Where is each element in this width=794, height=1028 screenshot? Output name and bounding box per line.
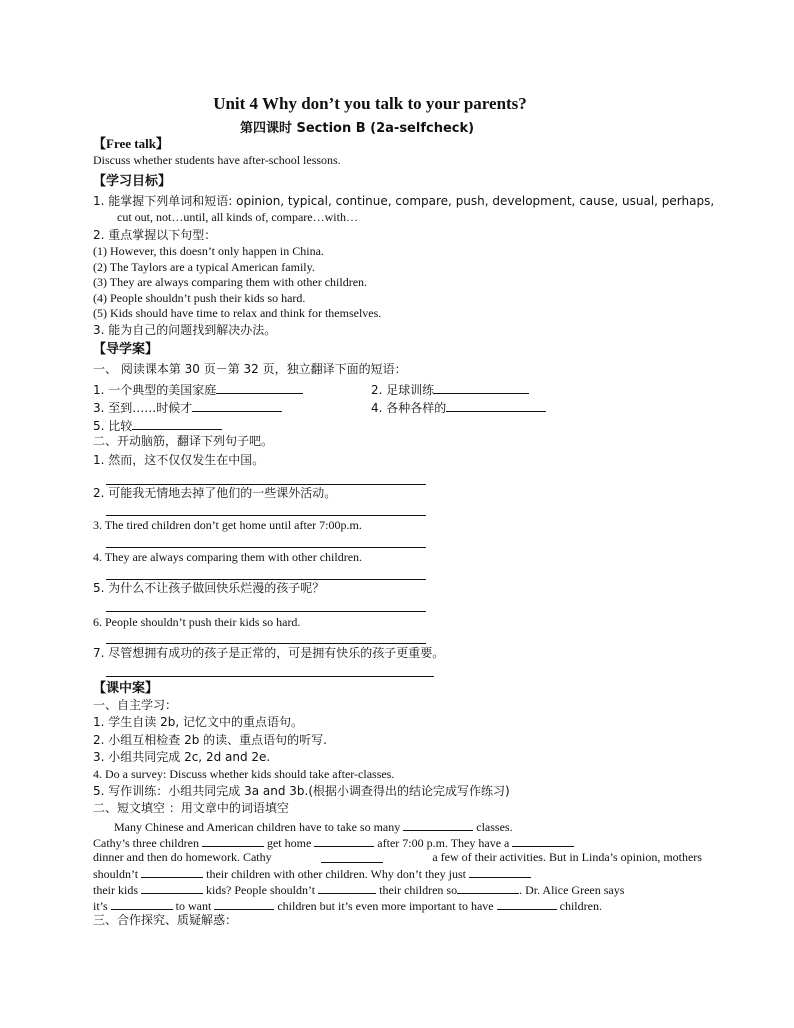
- fill-blank-4[interactable]: [512, 834, 574, 847]
- fill-blank-12[interactable]: [214, 897, 274, 910]
- question-5: 5. 为什么不让孩子做回快乐烂漫的孩子呢？: [93, 581, 325, 595]
- sentence-2: (2) The Taylors are a typical American family.: [93, 260, 315, 274]
- fill-line-5: their kids kids? People shouldn’t their children so . Dr. Alice Green says: [93, 883, 625, 897]
- phrase-1: 1. 一个典型的美国家庭: [93, 381, 303, 398]
- fill-blank-8[interactable]: [141, 881, 203, 894]
- class-item-2: 2. 小组互相检查 2b 的读、重点语句的听写.: [93, 733, 327, 747]
- goals-heading: 【学习目标】: [93, 174, 172, 189]
- question-7: 7. 尽管想拥有成功的孩子是正常的，可是拥有快乐的孩子更重要。: [93, 646, 445, 660]
- free-talk-heading: 【Free talk】: [93, 136, 169, 151]
- guide-part-2: 二、开动脑筋，翻译下列句子吧。: [93, 434, 274, 448]
- guide-intro: 一、 阅读课本第 30 页－第 32 页，独立翻译下面的短语：: [93, 362, 407, 376]
- fill-blank-10[interactable]: [457, 881, 519, 894]
- answer-line-3[interactable]: [106, 547, 426, 548]
- phrase-2: 2. 足球训练: [371, 381, 529, 398]
- fill-line-2: Cathy’s three children get home after 7:00 p.m. They have a: [93, 834, 574, 851]
- class-heading: 【课中案】: [93, 681, 159, 696]
- fill-line-1: Many Chinese and American children have to take so many classes.: [114, 820, 513, 834]
- answer-line-6[interactable]: [106, 643, 426, 644]
- class-item-5: 5. 写作训练：小组共同完成 3a and 3b.(根据小调查得出的结论完成写作练习): [93, 784, 510, 798]
- fill-blank-6[interactable]: [141, 865, 203, 878]
- answer-line-1[interactable]: [106, 484, 426, 485]
- fill-blank-11[interactable]: [111, 897, 173, 910]
- phrase-5: 5. 比较: [93, 417, 222, 434]
- goal-1-line-1: 1. 能掌握下列单词和短语: opinion, typical, continue, compare, push, development, cause, usual, perhaps,: [93, 194, 715, 208]
- phrase-1-blank[interactable]: [216, 381, 303, 394]
- fill-blank-9[interactable]: [318, 881, 376, 894]
- goal-1-line-2: cut out, not…until, all kinds of, compare…with…: [117, 210, 358, 224]
- page-subtitle: 第四课时 Section B (2a-selfcheck): [239, 121, 475, 136]
- answer-line-2[interactable]: [106, 515, 426, 516]
- fill-line-4: shouldn’t their children with other children. Why don’t they just: [93, 865, 531, 882]
- fill-blank-13[interactable]: [497, 897, 557, 910]
- fill-line-6: it’s to want children but it’s even more important to have children.: [93, 899, 602, 913]
- fill-blank-1[interactable]: [403, 818, 473, 831]
- class-item-3: 3. 小组共同完成 2c, 2d and 2e.: [93, 750, 271, 764]
- goal-2: 2. 重点掌握以下句型：: [93, 228, 217, 242]
- guide-heading: 【导学案】: [93, 342, 159, 357]
- free-talk-text: Discuss whether students have after-school lessons.: [93, 153, 341, 167]
- question-6: 6. People shouldn’t push their kids so hard.: [93, 615, 301, 629]
- sentence-1: (1) However, this doesn’t only happen in China.: [93, 244, 324, 258]
- answer-line-7[interactable]: [106, 676, 434, 677]
- fill-blank-2[interactable]: [202, 834, 264, 847]
- fill-blank-7[interactable]: [469, 865, 531, 878]
- fill-blank-5[interactable]: [321, 850, 383, 863]
- phrase-4: 4. 各种各样的: [371, 399, 546, 416]
- class-item-4: 4. Do a survey: Discuss whether kids should take after-classes.: [93, 767, 395, 781]
- phrase-3-blank[interactable]: [192, 399, 282, 412]
- fill-line-3: dinner and then do homework. Cathy a few of their activities. But in Linda’s opinion, mothers: [93, 850, 702, 864]
- phrase-2-blank[interactable]: [434, 381, 529, 394]
- fill-blank-3[interactable]: [314, 834, 374, 847]
- class-part-2: 二、短文填空 ：用文章中的词语填空: [93, 801, 289, 815]
- phrase-5-blank[interactable]: [132, 417, 222, 430]
- sentence-3: (3) They are always comparing them with other children.: [93, 275, 368, 289]
- question-4: 4. They are always comparing them with other children.: [93, 550, 363, 564]
- goal-3: 3. 能为自己的问题找到解决办法。: [93, 323, 277, 337]
- sentence-4: (4) People shouldn’t push their kids so hard.: [93, 291, 306, 305]
- sentence-5: (5) Kids should have time to relax and think for themselves.: [93, 306, 382, 320]
- question-1: 1. 然而，这不仅仅发生在中国。: [93, 453, 265, 467]
- question-3: 3. The tired children don’t get home until after 7:00p.m.: [93, 518, 362, 532]
- answer-line-4[interactable]: [106, 579, 426, 580]
- class-part-3: 三、合作探究、质疑解惑：: [93, 913, 238, 927]
- phrase-3: 3. 至到……时候才: [93, 399, 282, 416]
- class-part-1: 一、自主学习：: [93, 698, 178, 712]
- answer-line-5[interactable]: [106, 611, 426, 612]
- phrase-4-blank[interactable]: [446, 399, 546, 412]
- class-item-1: 1. 学生自读 2b, 记忆文中的重点语句。: [93, 715, 303, 729]
- question-2: 2. 可能我无情地去掉了他们的一些课外活动。: [93, 486, 337, 500]
- page-title: Unit 4 Why don’t you talk to your parents?: [213, 94, 527, 113]
